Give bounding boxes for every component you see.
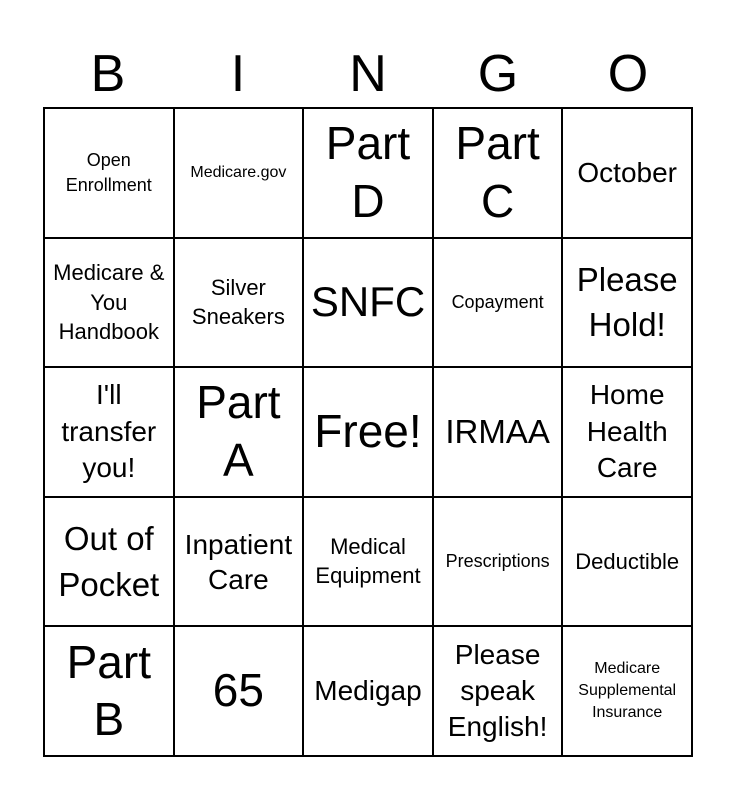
header-letter-i: I [230, 45, 246, 103]
cell-label: Part C [455, 117, 540, 227]
header-letter-b: B [90, 45, 126, 103]
bingo-cell-r4c4[interactable] [433, 497, 563, 627]
cell-label: Copayment [451, 291, 544, 312]
cell-label: Free! [314, 405, 422, 458]
cell-label: Out of Pocket [58, 520, 160, 603]
bingo-cell-r2c4[interactable] [433, 238, 563, 368]
bingo-cell-r1c5[interactable] [562, 108, 692, 238]
cell-label: I'll transfer you! [61, 379, 157, 484]
bingo-cell-r1c4[interactable] [433, 108, 563, 238]
bingo-cell-r3c2[interactable] [174, 367, 304, 497]
cell-label: Part D [325, 117, 411, 227]
cell-label: SNFC [310, 278, 426, 326]
bingo-cell-r1c2[interactable] [174, 108, 304, 238]
bingo-cell-r5c3[interactable] [303, 626, 433, 756]
cell-label: October [577, 156, 677, 188]
bingo-cell-r2c5[interactable] [562, 238, 692, 368]
bingo-cell-r3c1[interactable] [44, 367, 174, 497]
bingo-cell-r5c2[interactable] [174, 626, 304, 756]
cell-label: Silver Sneakers [191, 274, 285, 330]
bingo-cell-r2c3[interactable] [303, 238, 433, 368]
bingo-cell-r3c3[interactable] [303, 367, 433, 497]
cell-label: Please Hold! [576, 260, 678, 344]
cell-label: Part B [66, 635, 151, 746]
bingo-cell-r1c3[interactable] [303, 108, 433, 238]
bingo-cell-r4c1[interactable] [44, 497, 174, 627]
bingo-cell-r5c1[interactable] [44, 626, 174, 756]
cell-label: Please speak English! [447, 638, 548, 743]
header-letter-n: N [349, 45, 387, 103]
cell-label: IRMAA [445, 413, 550, 451]
cell-label: 65 [212, 664, 264, 717]
cell-label: Medicare & You Handbook [53, 259, 165, 345]
cell-label: Inpatient Care [184, 528, 293, 595]
cell-label: Medicare Supplemental Insurance [578, 659, 677, 722]
cell-label: Medigap [314, 675, 422, 706]
cell-label: Open Enrollment [65, 149, 152, 195]
bingo-cell-r3c5[interactable] [562, 367, 692, 497]
bingo-cell-r4c3[interactable] [303, 497, 433, 627]
bingo-cell-r4c5[interactable] [562, 497, 692, 627]
header-letter-o: O [607, 45, 649, 103]
bingo-cell-r4c2[interactable] [174, 497, 304, 627]
bingo-cell-r5c4[interactable] [433, 626, 563, 756]
bingo-cell-r3c4[interactable] [433, 367, 563, 497]
bingo-board [43, 107, 693, 757]
cell-label: Home Health Care [586, 379, 668, 484]
bingo-header [43, 40, 693, 108]
cell-label: Medicare.gov [190, 163, 287, 181]
bingo-cell-r2c2[interactable] [174, 238, 304, 368]
cell-label: Medical Equipment [315, 534, 421, 588]
header-letter-g: G [477, 45, 519, 103]
cell-label: Part A [196, 376, 281, 486]
bingo-cell-r5c5[interactable] [562, 626, 692, 756]
bingo-cell-r2c1[interactable] [44, 238, 174, 368]
cell-label: Prescriptions [445, 551, 550, 571]
bingo-cell-r1c1[interactable] [44, 108, 174, 238]
cell-label: Deductible [575, 548, 680, 574]
